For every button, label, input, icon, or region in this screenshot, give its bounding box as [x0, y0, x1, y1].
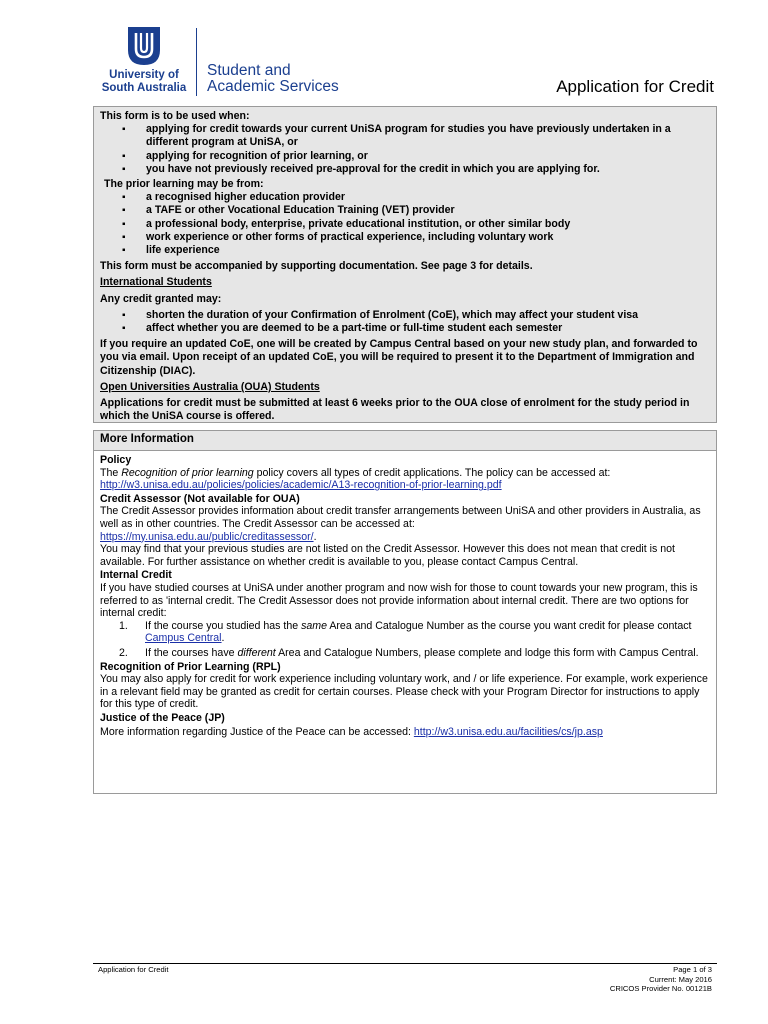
list-item: ▪ a TAFE or other Vocational Education Training (VET) provider [100, 204, 710, 217]
credit-assessor-link[interactable]: https://my.unisa.edu.au/public/creditassessor/ [100, 530, 314, 543]
jp-heading: Justice of the Peace (JP) [100, 711, 225, 724]
university-name: University of South Australia [101, 69, 187, 94]
credit-granted-heading: Any credit granted may: [100, 292, 222, 305]
international-heading: International Students [100, 276, 212, 289]
international-list [100, 309, 710, 335]
oua-paragraph: Applications for credit must be submitted at least 6 weeks prior to the OUA close of enrolment for the study period in which the UniSA course is offered. [100, 397, 690, 423]
cricos-number: CRICOS Provider No. 00121B [609, 984, 712, 993]
jp-text: More information regarding Justice of the Peace can be accessed: http://w3.unisa.edu.au/facilities/cs/jp.asp [100, 726, 603, 739]
oua-heading: Open Universities Australia (OUA) Students [100, 380, 320, 393]
list-item: ▪ you have not previously received pre-approval for the credit in which you are applying for. [100, 163, 710, 176]
credit-assessor-heading: Credit Assessor (Not available for OUA) [100, 492, 300, 505]
policy-heading: Policy [100, 454, 132, 466]
prior-learning-heading: The prior learning may be from: [104, 178, 264, 191]
internal-credit-heading: Internal Credit [100, 569, 172, 582]
page-number: Page 1 of 3 [673, 965, 712, 974]
department-name: Student and Academic Services [207, 62, 339, 95]
instructions-box [93, 106, 717, 423]
list-item: 2. If the courses have different Area and Catalogue Numbers, please complete and lodge this form with Campus Central. [119, 646, 699, 659]
used-when-list [100, 123, 710, 176]
internal-credit-text: If you have studied courses at UniSA under another program and now wish for those to count towards your new program, this is referred to as 'internal credit. The Credit Assessor does not provide information about internal credit. There are two options for internal credit: [100, 581, 698, 620]
credit-assessor-note: You may find that your previous studies are not listed on the Credit Assessor. However this does not mean that credit is not available. For further assistance on whether credit is available to you, please contact Campus Central. [100, 543, 675, 568]
footer-form-name: Application for Credit [98, 965, 169, 974]
logo-divider [196, 28, 197, 96]
campus-central-link[interactable]: Campus Central [145, 632, 222, 645]
documentation-note: This form must be accompanied by supporting documentation. See page 3 for details. [100, 260, 533, 273]
footer-info [610, 965, 712, 994]
list-item: ▪ shorten the duration of your Confirmation of Enrolment (CoE), which may affect your student visa [100, 309, 710, 322]
list-item: ▪ life experience [100, 244, 710, 257]
rpl-heading: Recognition of Prior Learning (RPL) [100, 660, 281, 673]
credit-assessor-text: The Credit Assessor provides information about credit transfer arrangements between UniSA and other providers in Australia, as well as in other countries. The Credit Assessor can be accessed at: [100, 505, 701, 530]
more-information-box [93, 430, 717, 794]
used-when-heading: This form is to be used when: [100, 110, 250, 122]
list-item: ▪ applying for credit towards your current UniSA program for studies you have previously undertaken in a different program at UniSA, or [100, 123, 710, 149]
form-title: Application for Credit [556, 77, 714, 96]
policy-link[interactable]: http://w3.unisa.edu.au/policies/policies/academic/A13-recognition-of-prior-learning.pdf [100, 479, 502, 492]
internal-credit-options [100, 620, 710, 660]
rpl-text: You may also apply for credit for work experience including voluntary work, and / or life experience. For example, work experience in a relevant field may be granted as credit for certain courses. Please check with your Program Director for instructions to apply for this type of credit. [100, 673, 708, 711]
more-information-body: Policy The Recognition of prior learning policy covers all types of credit applications. The policy can be accessed at: http://w3.unisa.edu.au/policies/policies/academic/A13-recognition-of-prior-learning.pdf Credit Assessor (Not available for OUA) The Credit Assessor provides information about credit transfer arrangements between UniSA and other providers in Australia, as well as in other countries. The Credit Assessor can be accessed at: https://my.unisa.edu.au/public/creditassessor/. You may find that your previous studies are not listed on the Credit Assessor. However this does not mean that credit is not available. For further assistance on whether credit is available to you, please contact Campus Central. Internal Credit If you have studied courses at UniSA under another program and now wish for those to count towards your new program, this is referred to as 'internal credit. The Credit Assessor does not provide information about internal credit. There are two options for internal credit: 1. If the course you studied has the same Area and Catalogue Number as the course you want credit for please contact Campus Central. 2. If the courses have different Area and Catalogue Numbers, please complete and lodge this form with Campus Central. Recognition of Prior Learning (RPL) You may also apply for credit for work experience including voluntary work, and / or life experience. For example, work experience in a relevant field may be granted as credit for certain courses. Please check with your Program Director for instructions to apply for this type of credit. Justice of the Peace (JP) More information regarding Justice of the Peace can be accessed: http://w3.unisa.edu.au/facilities/cs/jp.asp [94, 451, 716, 741]
unisa-logo [99, 26, 349, 98]
more-information-title: More Information [94, 431, 716, 451]
list-item: ▪ a recognised higher education provider [100, 191, 710, 204]
list-item: 1. If the course you studied has the same Area and Catalogue Number as the course you want credit for please contact Campus Central. [119, 619, 692, 645]
footer-rule [93, 963, 717, 964]
policy-text: The Recognition of prior learning policy covers all types of credit applications. The policy can be accessed at: [100, 466, 611, 479]
current-date: Current: May 2016 [649, 974, 712, 984]
coe-paragraph: If you require an updated CoE, one will be created by Campus Central based on your new study plan, and forwarded to you via email. Upon receipt of an updated CoE, you will be required to present it to the Department of Immigration and Citizenship (DIAC). [100, 338, 698, 377]
list-item: ▪ applying for recognition of prior learning, or [100, 150, 710, 163]
list-item: ▪ a professional body, enterprise, private educational institution, or other similar body [100, 218, 710, 231]
list-item: ▪ work experience or other forms of practical experience, including voluntary work [100, 231, 710, 244]
jp-link[interactable]: http://w3.unisa.edu.au/facilities/cs/jp.asp [413, 726, 603, 739]
unisa-emblem-icon [127, 26, 161, 66]
list-item: ▪ affect whether you are deemed to be a part-time or full-time student each semester [100, 322, 710, 335]
prior-learning-list [100, 191, 710, 257]
